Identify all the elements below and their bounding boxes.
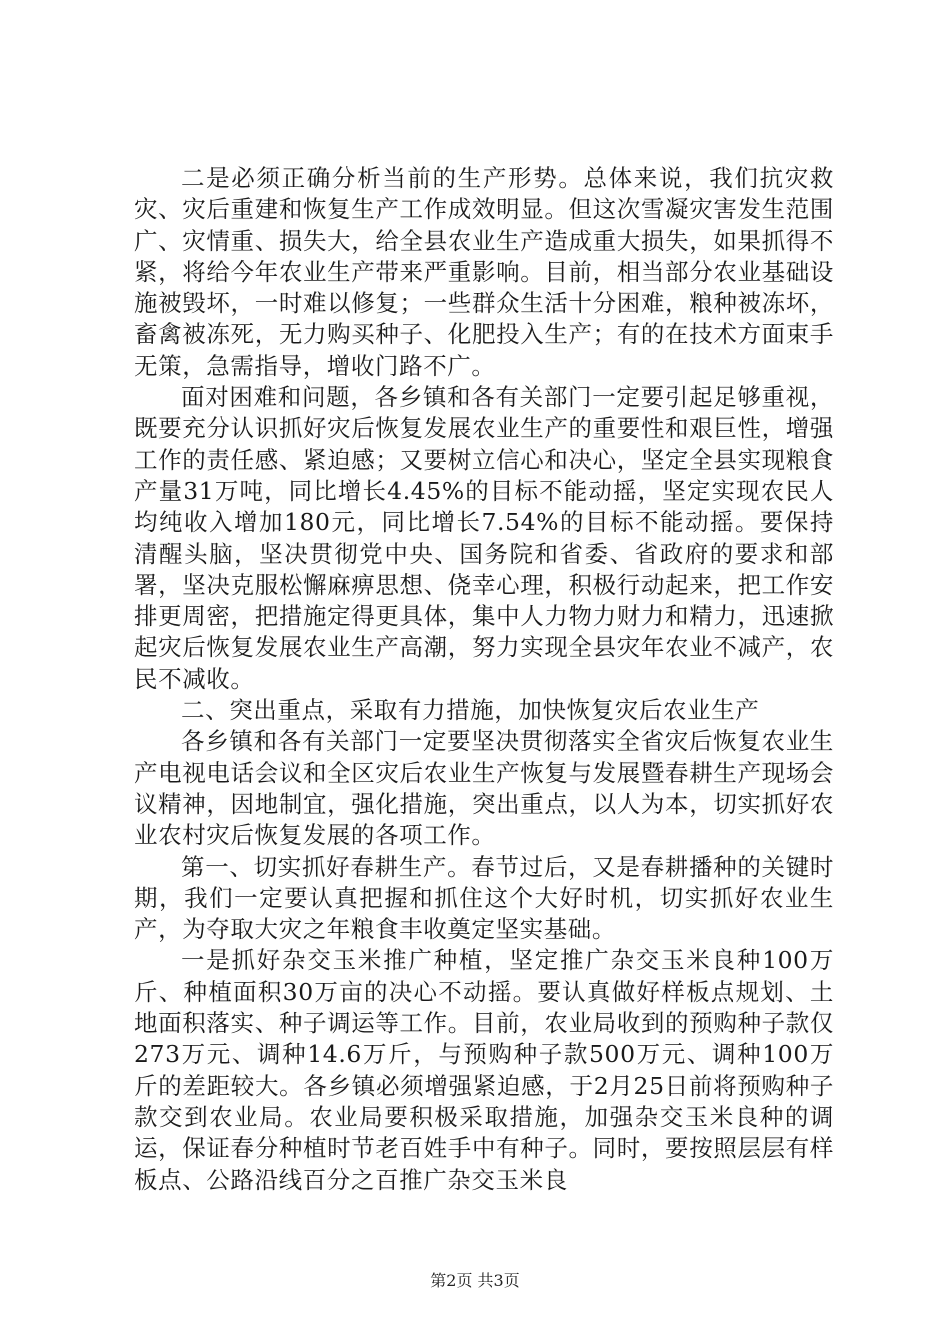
paragraph-implement-meetings: 各乡镇和各有关部门一定要坚决贯彻落实全省灾后恢复农业生产电视电话会议和全区灾后农业生产恢复与发展暨春耕生产现场会议精神，因地制宜，强化措施，突出重点，以人为本，切实抓好农业农村灾后恢复发展的各项工作。: [134, 727, 834, 850]
paragraph-facing-difficulties: 面对困难和问题，各乡镇和各有关部门一定要引起足够重视，既要充分认识抓好灾后恢复发展农业生产的重要性和艰巨性，增强工作的责任感、紧迫感；又要树立信心和决心，坚定全县实现粮食产量31万吨，同比增长4.45%的目标不能动摇，坚定实现农民人均纯收入增加180元，同比增长7.54%的目标不能动摇。要保持清醒头脑，坚决贯彻党中央、国务院和省委、省政府的要求和部署，坚决克服松懈麻痹思想、侥幸心理，积极行动起来，把工作安排更周密，把措施定得更具体，集中人力物力财力和精力，迅速掀起灾后恢复发展农业生产高潮，努力实现全县灾年农业不减产，农民不减收。: [134, 383, 834, 693]
paragraph-spring-ploughing: 第一、切实抓好春耕生产。春节过后，又是春耕播种的关键时期，我们一定要认真把握和抓住这个大好时机，切实抓好农业生产，为夺取大灾之年粮食丰收奠定坚实基础。: [134, 852, 834, 944]
document-body: [134, 163, 834, 1196]
section-heading-two: 二、突出重点，采取有力措施，加快恢复灾后农业生产: [181, 696, 760, 725]
paragraph-production-situation: 二是必须正确分析当前的生产形势。总体来说，我们抗灾救灾、灾后重建和恢复生产工作成效明显。但这次雪凝灾害发生范围广、灾情重、损失大，给全县农业生产造成重大损失，如果抓得不紧，将给今年农业生产带来严重影响。目前，相当部分农业基础设施被毁坏，一时难以修复；一些群众生活十分困难，粮种被冻坏，畜禽被冻死，无力购买种子、化肥投入生产；有的在技术方面束手无策，急需指导，增收门路不广。: [134, 164, 834, 380]
paragraph-hybrid-corn: 一是抓好杂交玉米推广种植，坚定推广杂交玉米良种100万斤、种植面积30万亩的决心不动摇。要认真做好样板点规划、土地面积落实、种子调运等工作。目前，农业局收到的预购种子款仅273万元、调种14.6万斤，与预购种子款500万元、调种100万斤的差距较大。各乡镇必须增强紧迫感，于2月25日前将预购种子款交到农业局。农业局要积极采取措施，加强杂交玉米良种的调运，保证春分种植时节老百姓手中有种子。同时，要按照层层有样板点、公路沿线百分之百推广杂交玉米良: [134, 946, 834, 1194]
page-number-footer: 第2页 共3页: [430, 1271, 520, 1290]
